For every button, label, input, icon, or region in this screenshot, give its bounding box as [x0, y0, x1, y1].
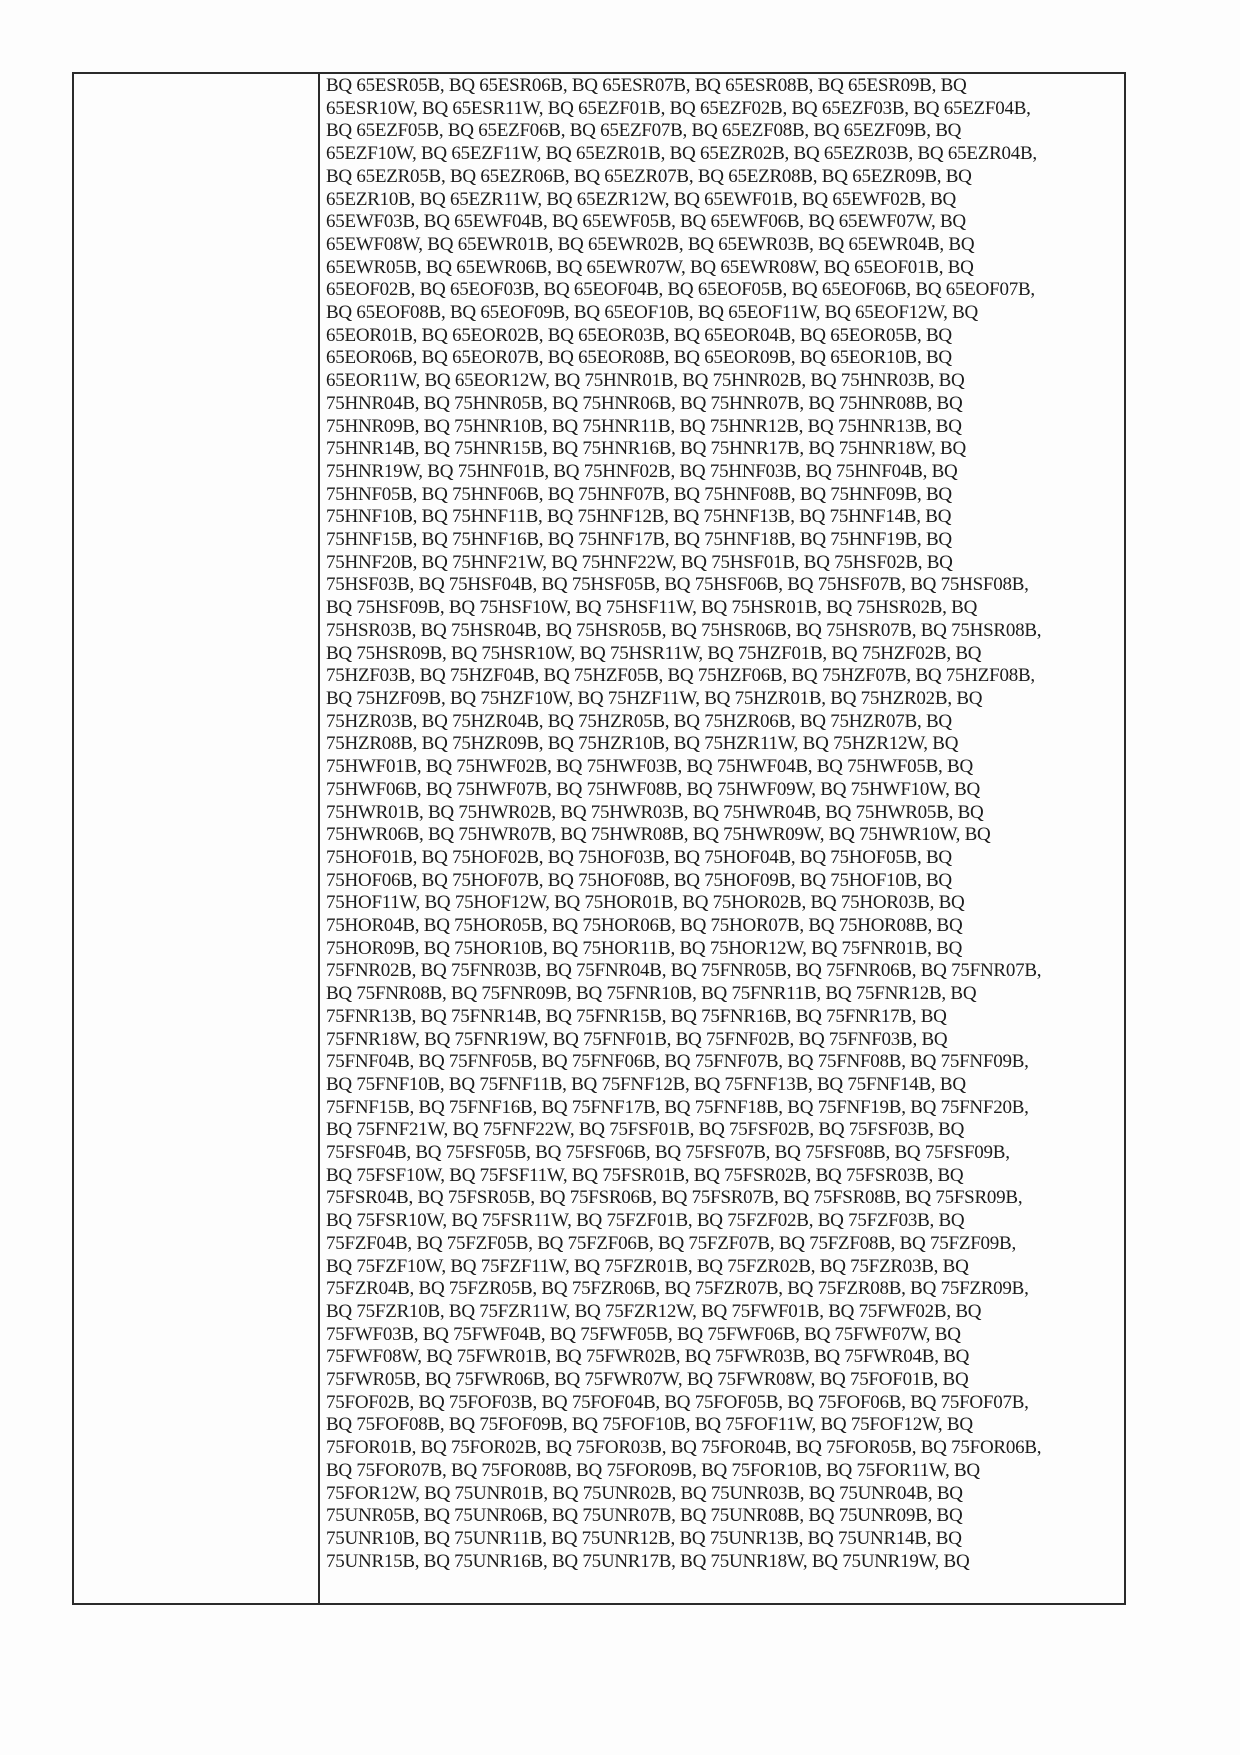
model-list-line: 75HNR14B, BQ 75HNR15B, BQ 75HNR16B, BQ 75HNR17B, BQ 75HNR18W, BQ	[326, 438, 966, 460]
model-list-line: 75FSF04B, BQ 75FSF05B, BQ 75FSF06B, BQ 75FSF07B, BQ 75FSF08B, BQ 75FSF09B,	[326, 1142, 1010, 1164]
model-list-line: 75FOR12W, BQ 75UNR01B, BQ 75UNR02B, BQ 75UNR03B, BQ 75UNR04B, BQ	[326, 1482, 963, 1504]
model-list-line: 75HZR08B, BQ 75HZR09B, BQ 75HZR10B, BQ 75HZR11W, BQ 75HZR12W, BQ	[326, 733, 959, 755]
model-list-line: 75HZF03B, BQ 75HZF04B, BQ 75HZF05B, BQ 75HZF06B, BQ 75HZF07B, BQ 75HZF08B,	[326, 665, 1035, 687]
model-list-line: BQ 75HSF09B, BQ 75HSF10W, BQ 75HSF11W, BQ 75HSR01B, BQ 75HSR02B, BQ	[326, 597, 978, 619]
model-list-line: BQ 65EZF05B, BQ 65EZF06B, BQ 65EZF07B, BQ 65EZF08B, BQ 65EZF09B, BQ	[326, 120, 962, 142]
model-list-line: 75FZR04B, BQ 75FZR05B, BQ 75FZR06B, BQ 75FZR07B, BQ 75FZR08B, BQ 75FZR09B,	[326, 1278, 1029, 1300]
model-list-table	[72, 72, 1126, 1605]
model-list-line: 75HZR03B, BQ 75HZR04B, BQ 75HZR05B, BQ 75HZR06B, BQ 75HZR07B, BQ	[326, 710, 952, 732]
model-list-line: 75FNF15B, BQ 75FNF16B, BQ 75FNF17B, BQ 75FNF18B, BQ 75FNF19B, BQ 75FNF20B,	[326, 1096, 1029, 1118]
model-list-line: 65EOR06B, BQ 65EOR07B, BQ 65EOR08B, BQ 65EOR09B, BQ 65EOR10B, BQ	[326, 347, 952, 369]
model-list-line: 75HNF20B, BQ 75HNF21W, BQ 75HNF22W, BQ 75HSF01B, BQ 75HSF02B, BQ	[326, 551, 953, 573]
model-list-line: BQ 75FZF10W, BQ 75FZF11W, BQ 75FZR01B, BQ 75FZR02B, BQ 75FZR03B, BQ	[326, 1255, 969, 1277]
model-list-line: BQ 75FOF08B, BQ 75FOF09B, BQ 75FOF10B, BQ 75FOF11W, BQ 75FOF12W, BQ	[326, 1414, 973, 1436]
model-list-line: 75HOF01B, BQ 75HOF02B, BQ 75HOF03B, BQ 75HOF04B, BQ 75HOF05B, BQ	[326, 846, 952, 868]
model-list-line: BQ 65ESR05B, BQ 65ESR06B, BQ 65ESR07B, BQ 65ESR08B, BQ 65ESR09B, BQ	[326, 75, 967, 96]
model-list-line: 75HWR06B, BQ 75HWR07B, BQ 75HWR08B, BQ 75HWR09W, BQ 75HWR10W, BQ	[326, 824, 991, 846]
model-list-line: 75HNR19W, BQ 75HNF01B, BQ 75HNF02B, BQ 75HNF03B, BQ 75HNF04B, BQ	[326, 460, 958, 482]
model-list-line: 75FNF04B, BQ 75FNF05B, BQ 75FNF06B, BQ 75FNF07B, BQ 75FNF08B, BQ 75FNF09B,	[326, 1051, 1029, 1073]
model-list-line: 75HNF15B, BQ 75HNF16B, BQ 75HNF17B, BQ 75HNF18B, BQ 75HNF19B, BQ	[326, 529, 952, 551]
model-list-line: 65EWF03B, BQ 65EWF04B, BQ 65EWF05B, BQ 65EWF06B, BQ 65EWF07W, BQ	[326, 211, 966, 233]
model-list-line: BQ 65EZR05B, BQ 65EZR06B, BQ 65EZR07B, BQ 65EZR08B, BQ 65EZR09B, BQ	[326, 165, 972, 187]
model-list-line: BQ 75FNF10B, BQ 75FNF11B, BQ 75FNF12B, BQ 75FNF13B, BQ 75FNF14B, BQ	[326, 1073, 966, 1095]
model-list-line: 75HWR01B, BQ 75HWR02B, BQ 75HWR03B, BQ 75HWR04B, BQ 75HWR05B, BQ	[326, 801, 984, 823]
model-list-line: 75HOF11W, BQ 75HOF12W, BQ 75HOR01B, BQ 75HOR02B, BQ 75HOR03B, BQ	[326, 892, 965, 914]
model-list-line: 75HNF10B, BQ 75HNF11B, BQ 75HNF12B, BQ 75HNF13B, BQ 75HNF14B, BQ	[326, 506, 952, 528]
model-list-line: 75FNR13B, BQ 75FNR14B, BQ 75FNR15B, BQ 75FNR16B, BQ 75FNR17B, BQ	[326, 1005, 947, 1027]
model-list-line: 75UNR05B, BQ 75UNR06B, BQ 75UNR07B, BQ 75UNR08B, BQ 75UNR09B, BQ	[326, 1505, 963, 1527]
model-list-line: 75HNF05B, BQ 75HNF06B, BQ 75HNF07B, BQ 75HNF08B, BQ 75HNF09B, BQ	[326, 483, 952, 505]
model-list-line: 75HSF03B, BQ 75HSF04B, BQ 75HSF05B, BQ 75HSF06B, BQ 75HSF07B, BQ 75HSF08B,	[326, 574, 1029, 596]
model-list-line: BQ 65EOF08B, BQ 65EOF09B, BQ 65EOF10B, BQ 65EOF11W, BQ 65EOF12W, BQ	[326, 302, 979, 324]
model-list-line: 75FZF04B, BQ 75FZF05B, BQ 75FZF06B, BQ 75FZF07B, BQ 75FZF08B, BQ 75FZF09B,	[326, 1232, 1016, 1254]
model-list-line: BQ 75FSF10W, BQ 75FSF11W, BQ 75FSR01B, BQ 75FSR02B, BQ 75FSR03B, BQ	[326, 1164, 964, 1186]
model-list-line: 75FNR02B, BQ 75FNR03B, BQ 75FNR04B, BQ 75FNR05B, BQ 75FNR06B, BQ 75FNR07B,	[326, 960, 1042, 982]
model-list-line: 75HNR09B, BQ 75HNR10B, BQ 75HNR11B, BQ 75HNR12B, BQ 75HNR13B, BQ	[326, 415, 962, 437]
model-list-line: BQ 75FZR10B, BQ 75FZR11W, BQ 75FZR12W, BQ 75FWF01B, BQ 75FWF02B, BQ	[326, 1300, 982, 1322]
model-list-line: 75HSR03B, BQ 75HSR04B, BQ 75HSR05B, BQ 75HSR06B, BQ 75HSR07B, BQ 75HSR08B,	[326, 619, 1042, 641]
model-list-line: 65EWF08W, BQ 65EWR01B, BQ 65EWR02B, BQ 65EWR03B, BQ 65EWR04B, BQ	[326, 233, 975, 255]
model-list-line: 65EZR10B, BQ 65EZR11W, BQ 65EZR12W, BQ 65EWF01B, BQ 65EWF02B, BQ	[326, 188, 957, 210]
model-list-line: 65EOF02B, BQ 65EOF03B, BQ 65EOF04B, BQ 65EOF05B, BQ 65EOF06B, BQ 65EOF07B,	[326, 279, 1035, 301]
empty-left-cell	[74, 74, 320, 1603]
model-list-cell	[320, 74, 1124, 1603]
model-list-line: BQ 75HZF09B, BQ 75HZF10W, BQ 75HZF11W, BQ 75HZR01B, BQ 75HZR02B, BQ	[326, 687, 983, 709]
model-list-line: 75HOR09B, BQ 75HOR10B, BQ 75HOR11B, BQ 75HOR12W, BQ 75FNR01B, BQ	[326, 937, 963, 959]
model-list-line: 65ESR10W, BQ 65ESR11W, BQ 65EZF01B, BQ 65EZF02B, BQ 65EZF03B, BQ 65EZF04B,	[326, 97, 1031, 119]
model-list-line: 65EOR11W, BQ 65EOR12W, BQ 75HNR01B, BQ 75HNR02B, BQ 75HNR03B, BQ	[326, 370, 965, 392]
model-list-line: 75HWF01B, BQ 75HWF02B, BQ 75HWF03B, BQ 75HWF04B, BQ 75HWF05B, BQ	[326, 756, 973, 778]
model-list-line: BQ 75FOR07B, BQ 75FOR08B, BQ 75FOR09B, BQ 75FOR10B, BQ 75FOR11W, BQ	[326, 1459, 980, 1481]
model-list-line: 75HOR04B, BQ 75HOR05B, BQ 75HOR06B, BQ 75HOR07B, BQ 75HOR08B, BQ	[326, 915, 963, 937]
model-list-line: 75FOF02B, BQ 75FOF03B, BQ 75FOF04B, BQ 75FOF05B, BQ 75FOF06B, BQ 75FOF07B,	[326, 1391, 1029, 1413]
model-list-line: 75FOR01B, BQ 75FOR02B, BQ 75FOR03B, BQ 75FOR04B, BQ 75FOR05B, BQ 75FOR06B,	[326, 1437, 1042, 1459]
model-list-line: 75FWR05B, BQ 75FWR06B, BQ 75FWR07W, BQ 75FWR08W, BQ 75FOF01B, BQ	[326, 1369, 969, 1391]
model-list-line: BQ 75FNF21W, BQ 75FNF22W, BQ 75FSF01B, BQ 75FSF02B, BQ 75FSF03B, BQ	[326, 1119, 965, 1141]
model-list-line: BQ 75FSR10W, BQ 75FSR11W, BQ 75FZF01B, BQ 75FZF02B, BQ 75FZF03B, BQ	[326, 1210, 965, 1232]
model-list-line: 75UNR10B, BQ 75UNR11B, BQ 75UNR12B, BQ 75UNR13B, BQ 75UNR14B, BQ	[326, 1528, 962, 1549]
model-list-line: 75FSR04B, BQ 75FSR05B, BQ 75FSR06B, BQ 75FSR07B, BQ 75FSR08B, BQ 75FSR09B,	[326, 1187, 1023, 1209]
model-list-line: 65EWR05B, BQ 65EWR06B, BQ 65EWR07W, BQ 65EWR08W, BQ 65EOF01B, BQ	[326, 256, 974, 278]
model-list-line: 75FNR18W, BQ 75FNR19W, BQ 75FNF01B, BQ 75FNF02B, BQ 75FNF03B, BQ	[326, 1028, 948, 1050]
model-list-line: 75HNR04B, BQ 75HNR05B, BQ 75HNR06B, BQ 75HNR07B, BQ 75HNR08B, BQ	[326, 392, 963, 414]
model-list-line: 75UNR15B, BQ 75UNR16B, BQ 75UNR17B, BQ 75UNR18W, BQ 75UNR19W, BQ	[326, 1550, 970, 1572]
model-list-line: BQ 75HSR09B, BQ 75HSR10W, BQ 75HSR11W, BQ 75HZF01B, BQ 75HZF02B, BQ	[326, 642, 982, 664]
model-list-line: 65EZF10W, BQ 65EZF11W, BQ 65EZR01B, BQ 65EZR02B, BQ 65EZR03B, BQ 65EZR04B,	[326, 143, 1037, 165]
model-list-line: 75HOF06B, BQ 75HOF07B, BQ 75HOF08B, BQ 75HOF09B, BQ 75HOF10B, BQ	[326, 869, 952, 891]
model-list-line: 75FWF08W, BQ 75FWR01B, BQ 75FWR02B, BQ 75FWR03B, BQ 75FWR04B, BQ	[326, 1346, 970, 1368]
model-list-line: BQ 75FNR08B, BQ 75FNR09B, BQ 75FNR10B, BQ 75FNR11B, BQ 75FNR12B, BQ	[326, 983, 977, 1005]
model-list-line: 75FWF03B, BQ 75FWF04B, BQ 75FWF05B, BQ 75FWF06B, BQ 75FWF07W, BQ	[326, 1323, 961, 1345]
model-list-line: 65EOR01B, BQ 65EOR02B, BQ 65EOR03B, BQ 65EOR04B, BQ 65EOR05B, BQ	[326, 324, 952, 346]
model-list-line: 75HWF06B, BQ 75HWF07B, BQ 75HWF08B, BQ 75HWF09W, BQ 75HWF10W, BQ	[326, 778, 980, 800]
